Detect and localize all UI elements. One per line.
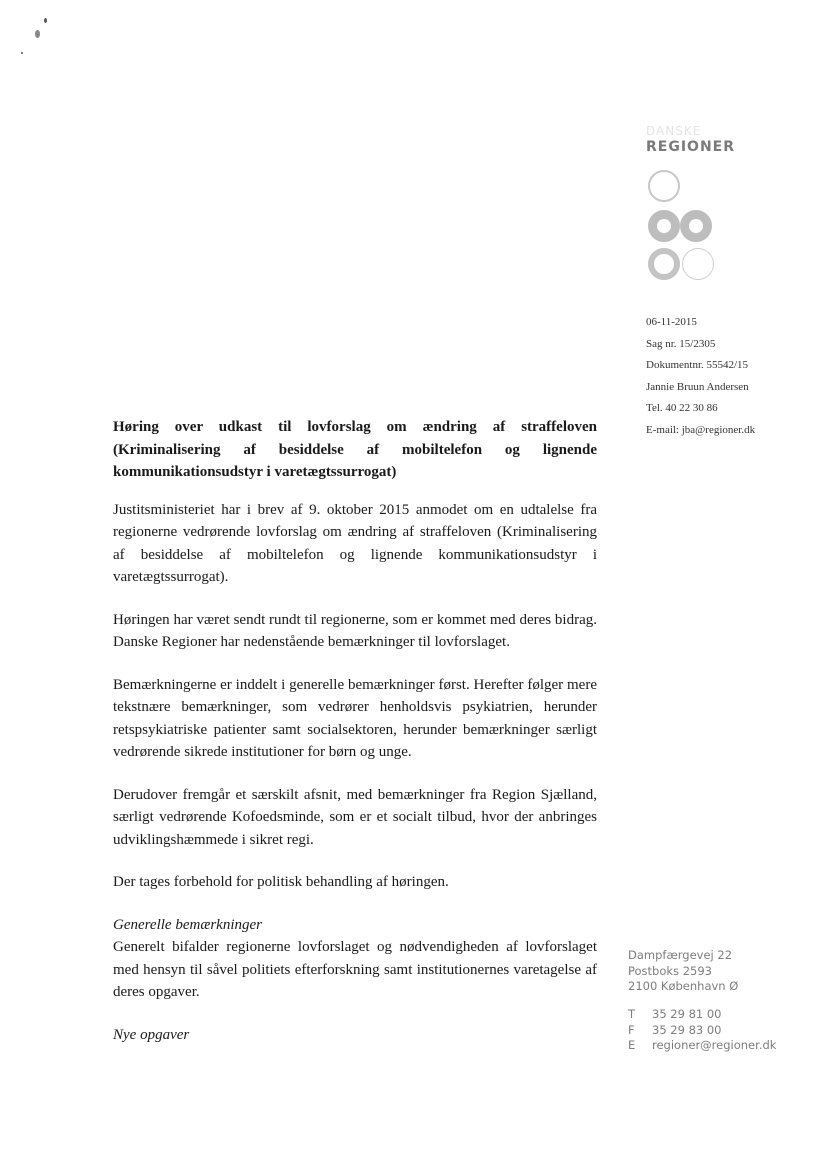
address-street: Dampfærgevej 22 [628,948,733,962]
phone-key: T [628,1007,636,1021]
scan-specks [18,14,58,64]
logo-top-text: DANSKE [646,124,702,138]
contact-row-fax [628,1023,776,1039]
contact-row-email [628,1038,776,1054]
letter-title: Høring over udkast til lovforslag om ændring af straffeloven (Kriminalisering af besiddelse af mobiltelefon og lignende kommunikationsudstyr i varetægtssurrogat) [113,419,597,480]
heading-new-tasks: Nye opgaver [113,1026,190,1043]
address-city: 2100 København Ø [628,979,739,993]
contact-row-phone [628,1007,776,1023]
danske-regioner-logo [646,124,746,272]
sender-contact [628,1007,776,1054]
address-pobox: Postboks 2593 [628,963,712,978]
sender-address [628,948,738,995]
email-value[interactable]: regioner@regioner.dk [652,1038,777,1052]
letter-metadata [646,312,755,442]
logo-main-text: REGIONER [646,139,736,155]
email-key: E [628,1038,636,1052]
paragraph-5: Der tages forbehold for politisk behandling af høringen. [113,874,449,890]
paragraph-4: Derudover fremgår et særskilt afsnit, med bemærkninger fra Region Sjælland, særligt vedrørende Kofoedsminde, som er et socialt tilbud, hvor der anbringes udviklingshæmmede i sikret regi. [113,786,597,848]
contact-person: Jannie Bruun Andersen [646,380,749,393]
paragraph-3: Bemærkningerne er inddelt i generelle bemærkninger først. Herefter følger mere tekstnære bemærkninger, som vedrører henholdsvis psykiatrien, herunder retspsykiatriske patienter samt socialsektoren, herunder bemærkninger særligt vedrørende sikrede institutioner for børn og unge. [113,676,597,760]
logo-circles-icon [646,162,726,272]
phone-value: 35 29 81 00 [652,1007,722,1021]
document-number: Dokumentnr. 55542/15 [646,359,749,372]
case-number: Sag nr. 15/2305 [646,337,716,350]
contact-phone: Tel. 40 22 30 86 [646,402,718,415]
paragraph-1: Justitsministeriet har i brev af 9. oktober 2015 anmodet om en udtalelse fra regionerne vedrørende lovforslag om ændring af straffeloven (Kriminalisering af besiddelse af mobiltelefon og lignende kommunikationsudstyr i varetægtssurrogat). [113,501,597,585]
heading-general-remarks: Generelle bemærkninger [113,916,262,933]
fax-value: 35 29 83 00 [652,1022,722,1037]
paragraph-2: Høringen har været sendt rundt til regionerne, som er kommet med deres bidrag. Danske Regioner har nedenstående bemærkninger til lovforslaget. [113,611,597,650]
contact-email: E-mail: jba@regioner.dk [646,423,756,436]
letter-body [113,416,597,1046]
fax-key: F [628,1022,635,1037]
letter-date: 06-11-2015 [646,316,697,328]
paragraph-6: Generelt bifalder regionerne lovforslaget og nødvendigheden af lovforslaget med hensyn til såvel politiets efterforskning samt institutionernes varetagelse af deres opgaver. [113,939,597,1000]
